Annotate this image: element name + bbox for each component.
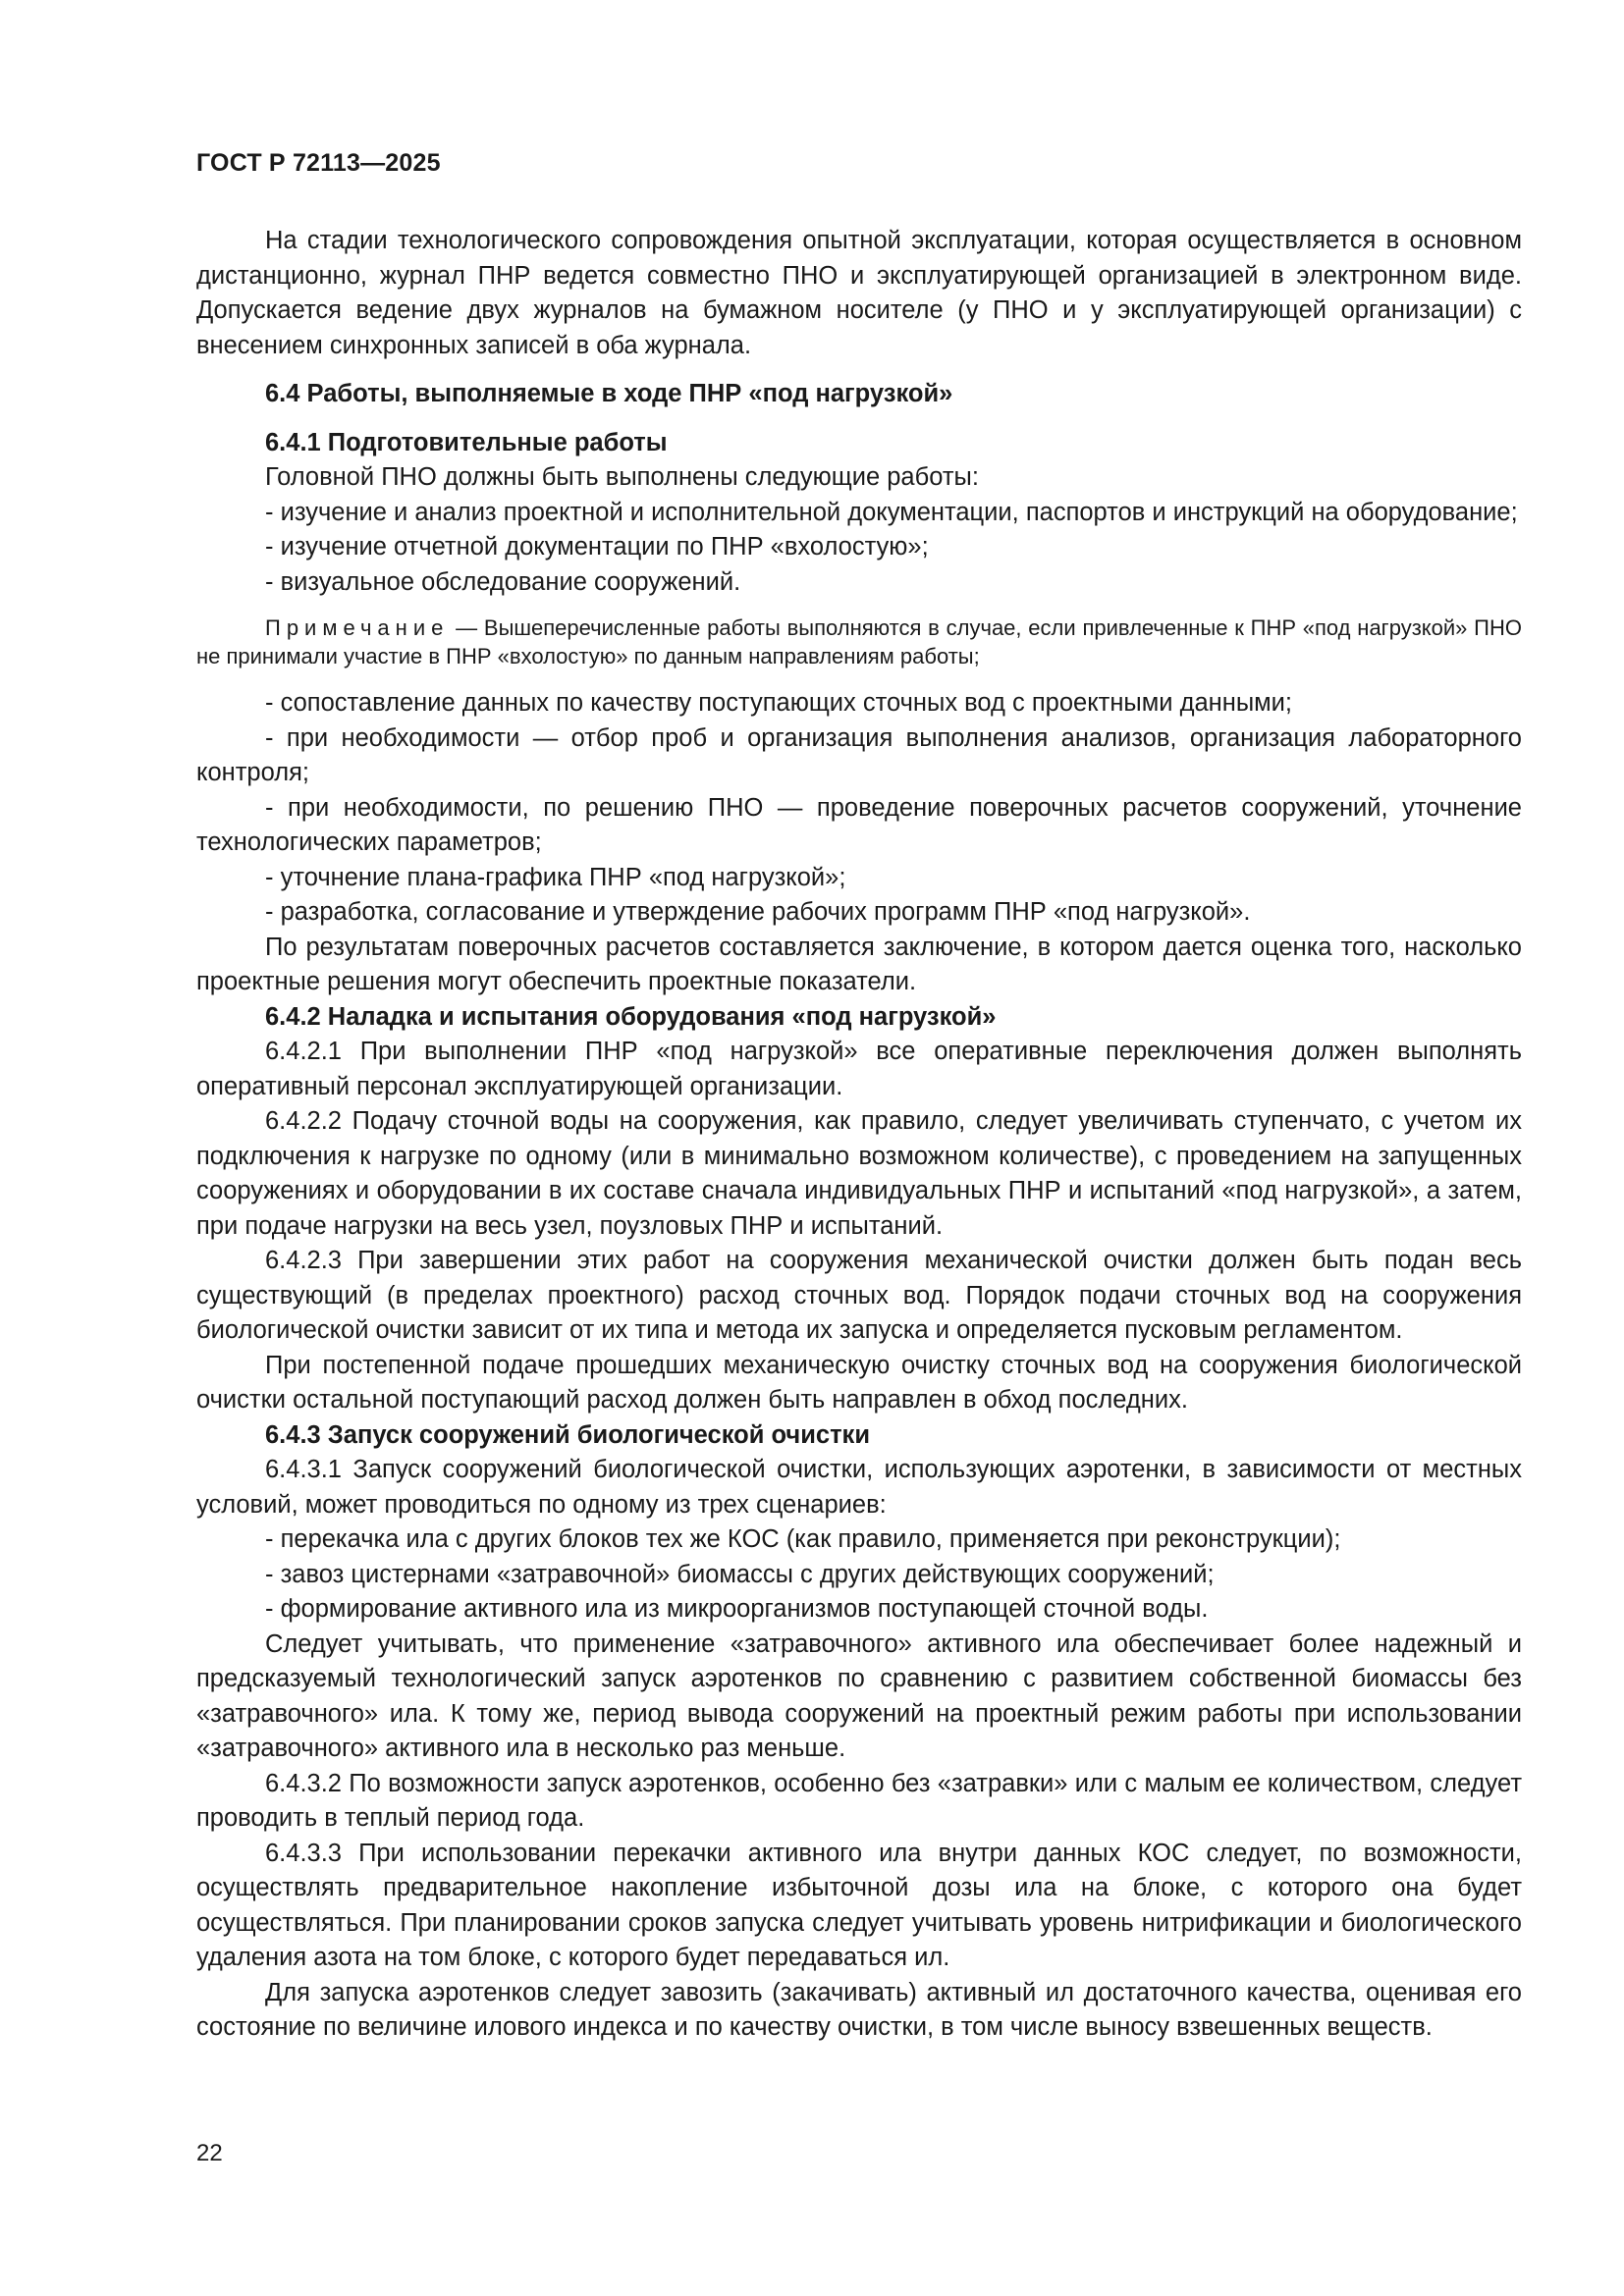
list-item: - изучение отчетной документации по ПНР «вхолостую»; — [265, 533, 929, 561]
section-heading-6-4-1: 6.4.1 Подготовительные работы — [265, 428, 668, 456]
paragraph: Головной ПНО должны быть выполнены следующие работы: — [265, 463, 979, 491]
list-item: - сопоставление данных по качеству поступающих сточных вод с проектными данными; — [265, 689, 1293, 717]
list-item: - изучение и анализ проектной и исполнительной документации, паспортов и инструкций на оборудование; — [265, 498, 1518, 526]
document-body — [196, 224, 1522, 2046]
note-text: — Вышеперечисленные работы выполняются в случае, если привлеченные к ПНР «под нагрузкой» ПНО не принимали участие в ПНР «вхолостую» по данным направлениям работы; — [196, 615, 1522, 668]
list-item: - уточнение плана-графика ПНР «под нагрузкой»; — [265, 863, 846, 891]
paragraph: На стадии технологического сопровождения опытной эксплуатации, которая осуществляется в основном дистанционно, журнал ПНР ведется совместно ПНО и эксплуатирующей организацией в электронном виде. Допускается ведение двух журналов на бумажном носителе (у ПНО и у эксплуатирующей организации) с внесением синхронных записей в оба журнала. — [196, 227, 1522, 359]
list-item: - при необходимости, по решению ПНО — проведение поверочных расчетов сооружений, уточнение технологических параметров; — [196, 793, 1522, 856]
paragraph: 6.4.3.3 При использовании перекачки активного ила внутри данных КОС следует, по возможности, осуществлять предварительное накопление избыточной дозы ила на блоке, с которого она будет осуществляться. При планировании сроков запуска следует учитывать уровень нитрификации и биологического удаления азота на том блоке, с которого будет передаваться ил. — [196, 1839, 1522, 1971]
list-item: - разработка, согласование и утверждение рабочих программ ПНР «под нагрузкой». — [265, 898, 1251, 926]
list-item: - завоз цистернами «затравочной» биомассы с других действующих сооружений; — [265, 1560, 1215, 1588]
note — [196, 614, 1522, 670]
section-heading-6-4: 6.4 Работы, выполняемые в ходе ПНР «под нагрузкой» — [265, 380, 953, 407]
list-item: - перекачка ила с других блоков тех же КОС (как правило, применяется при реконструкции); — [265, 1525, 1341, 1553]
paragraph: Следует учитывать, что применение «затравочного» активного ила обеспечивает более надежный и предсказуемый технологический запуск аэротенков по сравнению с развитием собственной биомассы без «затравочного» ила. К тому же, период вывода сооружений на проектный режим работы при использовании «затравочного» активного ила в несколько раз меньше. — [196, 1629, 1522, 1762]
paragraph: 6.4.3.2 По возможности запуск аэротенков, особенно без «затравки» или с малым ее количеством, следует проводить в теплый период года. — [196, 1769, 1522, 1832]
section-heading-6-4-3: 6.4.3 Запуск сооружений биологической очистки — [265, 1420, 870, 1449]
paragraph: 6.4.2.1 При выполнении ПНР «под нагрузкой» все оперативные переключения должен выполнять оперативный персонал эксплуатирующей организации. — [196, 1038, 1522, 1100]
note-label: Примечание — [265, 615, 450, 640]
page-number: 22 — [196, 2140, 223, 2166]
paragraph: Для запуска аэротенков следует завозить (закачивать) активный ил достаточного качества, оценивая его состояние по величине илового индекса и по качеству очистки, в том числе выносу взвешенных веществ. — [196, 1978, 1522, 2041]
section-heading-6-4-2: 6.4.2 Наладка и испытания оборудования «под нагрузкой» — [265, 1002, 997, 1031]
paragraph: 6.4.2.3 При завершении этих работ на сооружения механической очистки должен быть подан весь существующий (в пределах проектного) расход сточных вод. Порядок подачи сточных вод на сооружения биологической очистки зависит от их типа и метода их запуска и определяется пусковым регламентом. — [196, 1247, 1522, 1344]
list-item: - при необходимости — отбор проб и организация выполнения анализов, организация лабораторного контроля; — [196, 723, 1522, 786]
document-header: ГОСТ Р 72113—2025 — [196, 149, 441, 177]
list-item: - визуальное обследование сооружений. — [265, 567, 741, 596]
paragraph: При постепенной подаче прошедших механическую очистку сточных вод на сооружения биологической очистки остальной поступающий расход должен быть направлен в обход последних. — [196, 1351, 1522, 1414]
paragraph: По результатам поверочных расчетов составляется заключение, в котором дается оценка того, насколько проектные решения могут обеспечить проектные показатели. — [196, 933, 1522, 995]
paragraph: 6.4.2.2 Подачу сточной воды на сооружения, как правило, следует увеличивать ступенчато, с учетом их подключения к нагрузке по одному (или в минимально возможном количестве), с проведением на запущенных сооружениях и оборудовании в их составе сначала индивидуальных ПНР и испытаний «под нагрузкой», а затем, при подаче нагрузки на весь узел, поузловых ПНР и испытаний. — [196, 1107, 1522, 1240]
list-item: - формирование активного ила из микроорганизмов поступающей сточной воды. — [265, 1595, 1209, 1623]
paragraph: 6.4.3.1 Запуск сооружений биологической очистки, использующих аэротенки, в зависимости от местных условий, может проводиться по одному из трех сценариев: — [196, 1456, 1522, 1519]
